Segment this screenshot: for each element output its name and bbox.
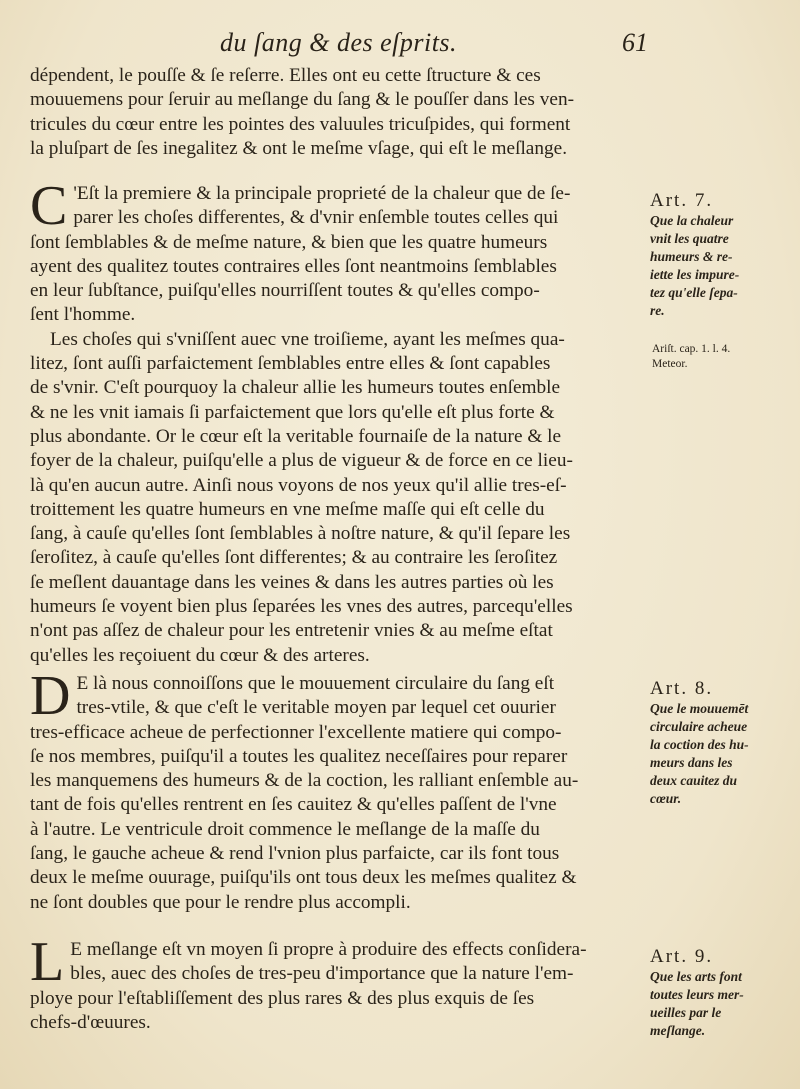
text-line: parer les choſes differentes, & d'vnir enſemble toutes celles qui <box>73 207 559 229</box>
margin-line: Que le mouuemēt <box>650 701 749 716</box>
margin-line: tez qu'elle ſepa- <box>650 285 738 300</box>
text-line: dépendent, le pouſſe & ſe reſerre. Elles ont eu cette ſtructure & ces <box>30 65 541 86</box>
text-line: ploye pour l'eſtabliſſement des plus rares & des plus exquis de ſes <box>30 987 535 1009</box>
margin-line: meurs dans les <box>650 755 733 770</box>
text-line: deux le meſme ouurage, puiſqu'ils ont tous deux les meſmes qualitez & <box>30 867 577 889</box>
drop-cap: C <box>30 175 68 237</box>
page-number: 61 <box>622 28 648 57</box>
text-line: chefs-d'œuures. <box>30 1011 151 1033</box>
article-9 <box>30 931 648 1035</box>
margin-line: Que la chaleur <box>650 213 734 228</box>
text-line: ſang, à cauſe qu'elles ſont ſemblables à noſtre nature, & qu'il ſepare les <box>30 523 571 545</box>
text-line: plus abondante. Or le cœur eſt la veritable fournaiſe de la nature & le <box>30 425 562 447</box>
text-line: là qu'en aucun autre. Ainſi nous voyons de nos yeux qu'il allie tres-eſ- <box>30 474 567 496</box>
margin-line: cœur. <box>650 791 682 806</box>
margin-line: iette les impure- <box>650 267 740 282</box>
margin-line: meſlange. <box>650 1023 706 1038</box>
margin-line: re. <box>650 303 665 318</box>
text-line: E là nous connoiſſons que le mouuement circulaire du ſang eſt <box>76 673 555 694</box>
text-line: la pluſpart de ſes inegalitez & ont le meſme vſage, qui eſt le meſlange. <box>30 137 568 159</box>
article-8 <box>30 665 648 915</box>
reference-line: Meteor. <box>652 358 688 370</box>
margin-note-art-7 <box>650 190 798 320</box>
text-line: qu'elles les reçoiuent du cœur & des arteres. <box>30 644 370 666</box>
text-line: E meſlange eſt vn moyen ſi propre à produire des effects conſidera- <box>70 939 587 960</box>
text-line: bles, auec des choſes de tres-peu d'importance que la nature l'em- <box>70 963 574 985</box>
text-line: à l'autre. Le ventricule droit commence le meſlange de la maſſe du <box>30 818 540 840</box>
text-line: troittement les quatre humeurs en vne meſme maſſe qui eſt celle du <box>30 498 545 520</box>
text-line: foyer de la chaleur, puiſqu'elle a plus de vigueur & de force en ce lieu- <box>30 450 573 472</box>
article-heading: Art. 7. <box>650 190 714 211</box>
margin-line: humeurs & re- <box>650 249 733 264</box>
text-line: tres-vtile, & que c'eſt le veritable moyen par lequel cet ouurier <box>76 697 556 719</box>
intro-paragraph <box>30 64 648 161</box>
text-line: en leur ſubſtance, puiſqu'elles nourriſſent toutes & qu'elles compo- <box>30 280 540 302</box>
margin-line: circulaire acheue <box>650 719 748 734</box>
text-line: tant de fois qu'elles rentrent en ſes cauitez & qu'elles paſſent de l'vne <box>30 794 557 816</box>
margin-line: la coction des hu- <box>650 737 749 752</box>
margin-line: ueilles par le <box>650 1005 722 1020</box>
text-line: tres-efficace acheue de perfectionner l'excellente matiere qui compo- <box>30 721 562 743</box>
margin-line: vnit les quatre <box>650 231 729 246</box>
text-line: de s'vnir. C'eſt pourquoy la chaleur allie les humeurs toutes enſemble <box>30 377 561 399</box>
text-line: ſeroſitez, à cauſe qu'elles ſont differentes; & au contraire les ſeroſitez <box>30 547 558 569</box>
article-7 <box>30 175 648 668</box>
text-line: ne ſont doubles que pour le rendre plus accompli. <box>30 891 411 913</box>
text-line: ayent des qualitez toutes contraires elles ſont neantmoins ſemblables <box>30 255 557 277</box>
text-line: ſont ſemblables & de meſme nature, & bien que les quatre humeurs <box>30 231 548 253</box>
margin-note-art-9 <box>650 946 798 1040</box>
drop-cap: D <box>30 665 71 727</box>
margin-line: Que les arts font <box>650 969 742 984</box>
text-line: ſang, le gauche acheue & rend l'vnion plus parfaicte, car ils font tous <box>30 843 560 865</box>
margin-line: toutes leurs mer- <box>650 987 744 1002</box>
text-line: ſe meſlent dauantage dans les veines & dans les autres parties où les <box>30 571 554 593</box>
text-line: mouuemens pour ſeruir au meſlange du ſang & le pouſſer dans les ven- <box>30 89 575 111</box>
text-line: n'ont pas aſſez de chaleur pour les entretenir vnies & au meſme eſtat <box>30 620 553 642</box>
margin-note-art-8 <box>650 678 798 808</box>
article-heading: Art. 9. <box>650 946 714 967</box>
text-line: ſent l'homme. <box>30 304 136 326</box>
text-line: 'Eſt la premiere & la principale proprieté de la chaleur que de ſe- <box>73 183 571 204</box>
article-heading: Art. 8. <box>650 678 714 699</box>
text-line: & ne les vnit iamais ſi parfaictement que lors qu'elle eſt plus forte & <box>30 401 555 423</box>
margin-line: deux cauitez du <box>650 773 738 788</box>
text-line: ſe nos membres, puiſqu'il a toutes les qualitez neceſſaires pour reparer <box>30 745 568 767</box>
drop-cap: L <box>30 931 65 993</box>
reference-line: Ariſt. cap. 1. l. 4. <box>652 343 731 355</box>
text-line: litez, ſont auſſi parfaictement ſemblables entre elles & ſont capables <box>30 353 551 375</box>
text-line: humeurs ſe voyent bien plus ſeparées les vnes des autres, parcequ'elles <box>30 596 573 618</box>
margin-reference <box>652 342 730 372</box>
text-line: Les choſes qui s'vniſſent auec vne troiſieme, ayant les meſmes qua- <box>50 328 565 350</box>
running-title: du ſang & des eſprits. <box>220 28 458 57</box>
text-line: tricules du cœur entre les pointes des valuules tricuſpides, qui forment <box>30 113 571 135</box>
text-line: les manquemens des humeurs & de la coction, les ralliant enſemble au- <box>30 770 579 792</box>
